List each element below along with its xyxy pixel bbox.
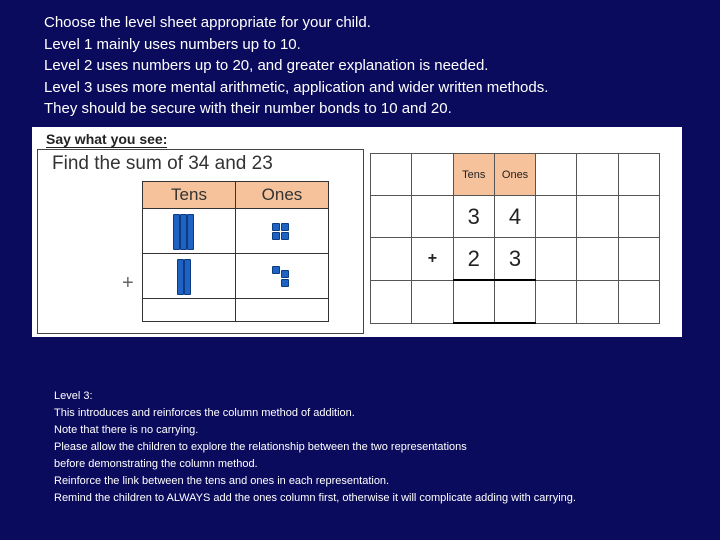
ones-cube (281, 223, 289, 231)
row2-ones-cell (236, 254, 329, 299)
grid-tens-header: Tens (453, 154, 494, 196)
base-ten-box (37, 149, 364, 334)
note-line: Note that there is no carrying. (54, 424, 199, 436)
tens-rod (173, 214, 180, 250)
intro-line: Choose the level sheet appropriate for your child. (44, 14, 371, 31)
note-line: Please allow the children to explore the relationship between the two representations (54, 441, 467, 453)
ones-cube (281, 270, 289, 278)
place-value-table (142, 181, 329, 322)
ones-cube (272, 232, 280, 240)
answer-ones-cell (236, 299, 329, 322)
plus-sign-grid: + (412, 238, 453, 281)
answer-tens-cell (143, 299, 236, 322)
answer-box-tens (453, 280, 494, 323)
ones-cube (272, 266, 280, 274)
intro-line: Level 1 mainly uses numbers up to 10. (44, 35, 301, 53)
ones-cube (281, 279, 289, 287)
note-line: Reinforce the link between the tens and ones in each representation. (54, 475, 390, 487)
digit-3: 3 (453, 196, 494, 238)
answer-box-ones (494, 280, 535, 323)
ones-cube (272, 223, 280, 231)
tens-rod (177, 259, 184, 295)
tens-header: Tens (143, 182, 236, 209)
intro-line: Level 2 uses numbers up to 20, and greater explanation is needed. (44, 57, 489, 74)
column-method-grid (370, 153, 660, 324)
note-line: before demonstrating the column method. (54, 458, 258, 470)
teacher-notes (54, 388, 694, 507)
digit-4: 4 (494, 196, 535, 238)
ones-cube (281, 232, 289, 240)
plus-sign-left: + (122, 272, 134, 294)
digit-2: 2 (453, 238, 494, 281)
note-line: Remind the children to ALWAYS add the ones column first, otherwise it will complicate adding with carrying. (54, 492, 576, 504)
intro-line: They should be secure with their number bonds to 10 and 20. (44, 100, 452, 117)
grid-ones-header: Ones (494, 154, 535, 196)
row1-ones-cell (236, 209, 329, 254)
note-line: Level 3: (54, 390, 93, 402)
worksheet-heading: Say what you see: (46, 131, 168, 147)
note-line: This introduces and reinforces the column method of addition. (54, 407, 355, 419)
tens-rod (187, 214, 194, 250)
question-text: Find the sum of 34 and 23 (52, 153, 273, 174)
row1-tens-cell (143, 209, 236, 254)
worksheet-panel (32, 127, 682, 337)
digit-3b: 3 (494, 238, 535, 281)
intro-line: Level 3 uses more mental arithmetic, application and wider written methods. (44, 78, 549, 96)
row2-tens-cell (143, 254, 236, 299)
tens-rod (180, 214, 187, 250)
tens-rod (184, 259, 191, 295)
ones-header: Ones (236, 182, 329, 209)
intro-text (44, 12, 704, 120)
